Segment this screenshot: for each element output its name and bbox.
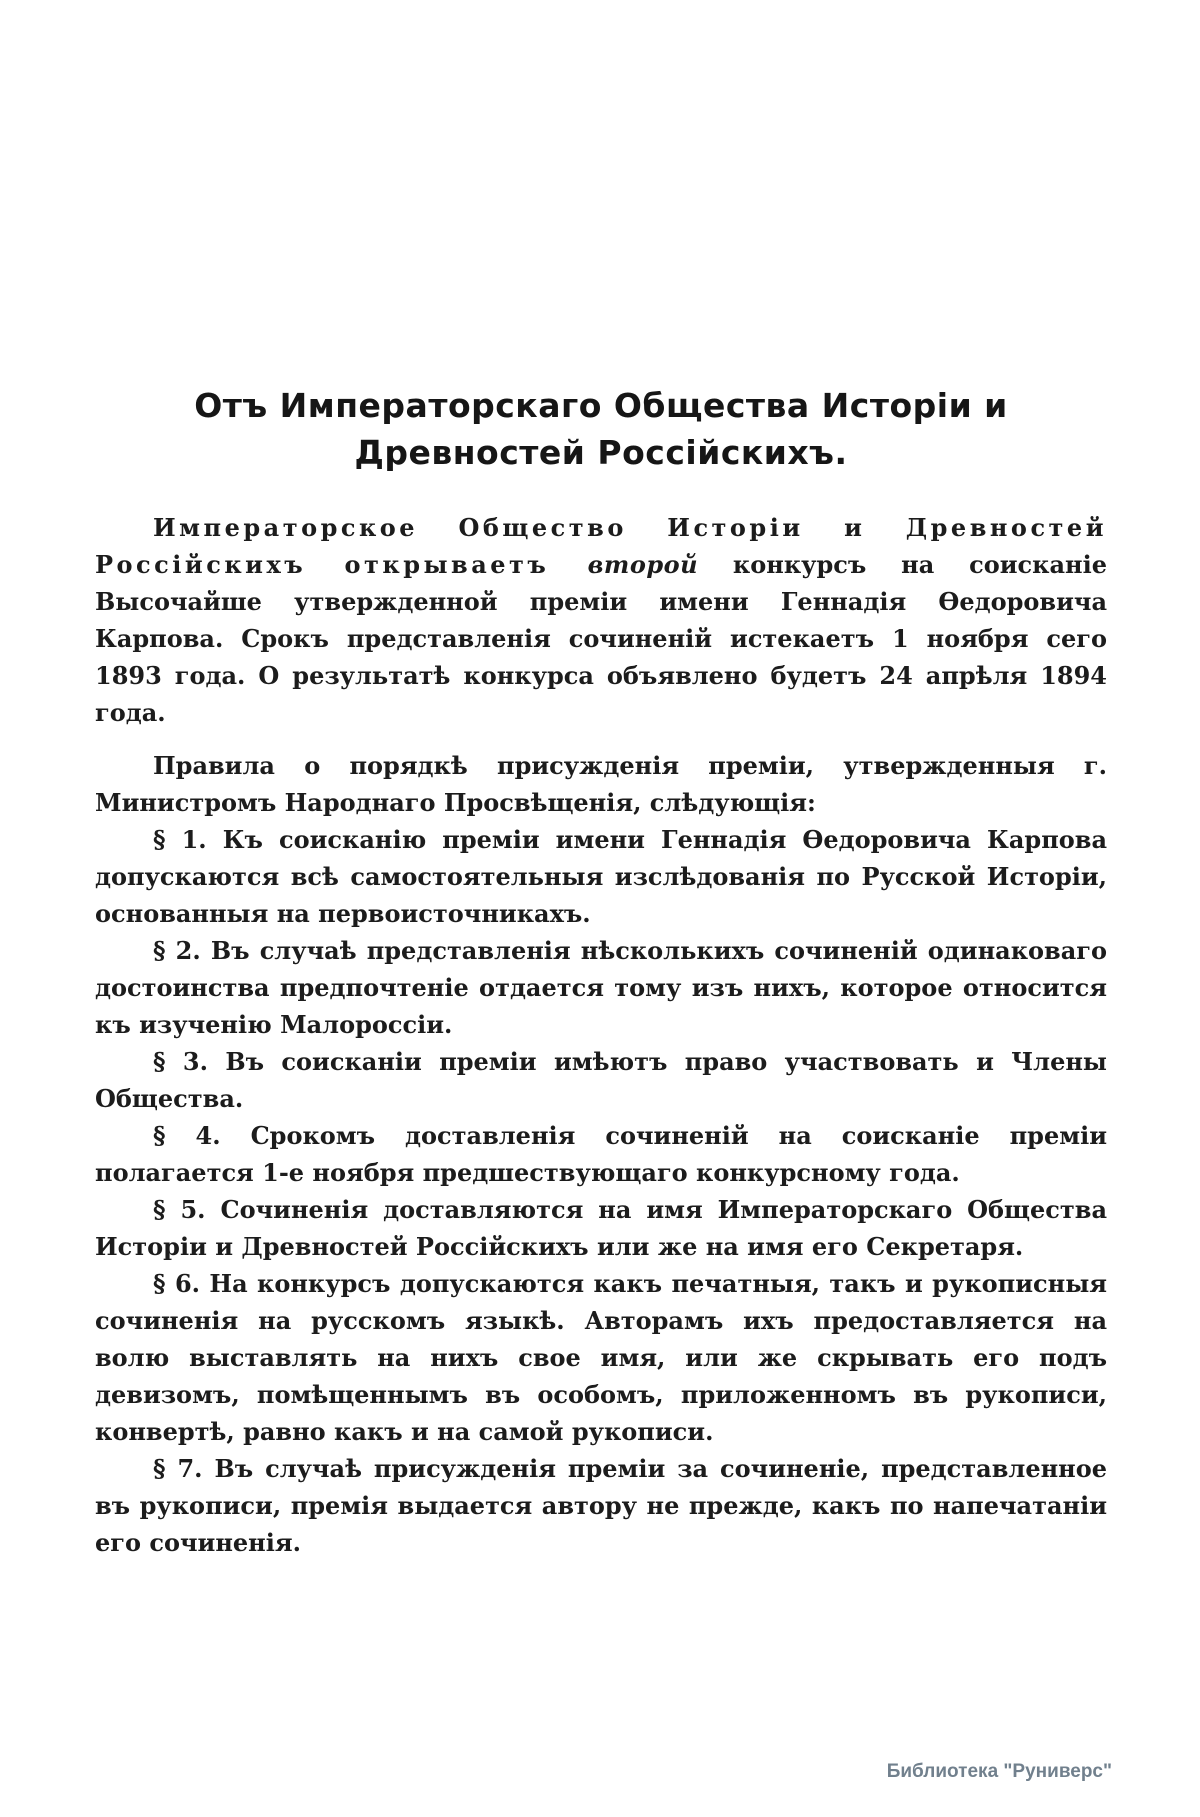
- rule-paragraph-4: § 4. Срокомъ доставленія сочиненій на соисканіе преміи полагается 1-е ноября предшествующаго конкурсному года.: [95, 1120, 1107, 1187]
- runivers-watermark: Библиотека "Руниверс": [886, 1761, 1112, 1782]
- intro-spaced-text: Императорское Общество Исторіи и Древностей Россійскихъ открываетъ: [95, 512, 1107, 579]
- rule-paragraph-7: § 7. Въ случаѣ присужденія преміи за сочиненіе, представленное въ рукописи, премія выдается автору не прежде, какъ по напечатаніи его сочиненія.: [95, 1453, 1107, 1557]
- text-block: [95, 383, 1107, 1561]
- rule-paragraph-2: § 2. Въ случаѣ представленія нѣсколькихъ сочиненій одинаковаго достоинства предпочтеніе отдается тому изъ нихъ, которое относится къ изученію Малороссіи.: [95, 935, 1107, 1039]
- rule-paragraph-5: § 5. Сочиненія доставляются на имя Императорскаго Общества Исторіи и Древностей Россійскихъ или же на имя его Секретаря.: [95, 1194, 1107, 1261]
- rule-paragraph-1: § 1. Къ соисканію преміи имени Геннадія Ѳедоровича Карпова допускаются всѣ самостоятельныя изслѣдованія по Русской Исторіи, основанныя на первоисточникахъ.: [95, 824, 1107, 928]
- intro-paragraph: [95, 509, 1107, 731]
- rule-paragraph-3: § 3. Въ соисканіи преміи имѣютъ право участвовать и Члены Общества.: [95, 1046, 1107, 1113]
- intro-rest-text: конкурсъ на соисканіе Высочайше утвержденной преміи имени Геннадія Ѳедоровича Карпова. Срокъ представленія сочиненій истекаетъ 1 ноября сего 1893 года. О результатѣ конкурса объявлено будетъ 24 апрѣля 1894 года.: [95, 549, 1107, 727]
- rules-intro-paragraph: Правила о порядкѣ присужденія преміи, утвержденныя г. Министромъ Народнаго Просвѣщенія, слѣдующія:: [95, 750, 1107, 817]
- intro-italic-word: второй: [587, 549, 699, 579]
- rule-paragraph-6: § 6. На конкурсъ допускаются какъ печатныя, такъ и рукописныя сочиненія на русскомъ языкѣ. Авторамъ ихъ предоставляется на волю выставлять на нихъ свое имя, или же скрывать его подъ девизомъ, помѣщеннымъ въ особомъ, приложенномъ въ рукописи, конвертѣ, равно какъ и на самой рукописи.: [95, 1268, 1107, 1446]
- page-title: Отъ Императорскаго Общества Исторіи и Древностей Россійскихъ.: [194, 386, 1008, 472]
